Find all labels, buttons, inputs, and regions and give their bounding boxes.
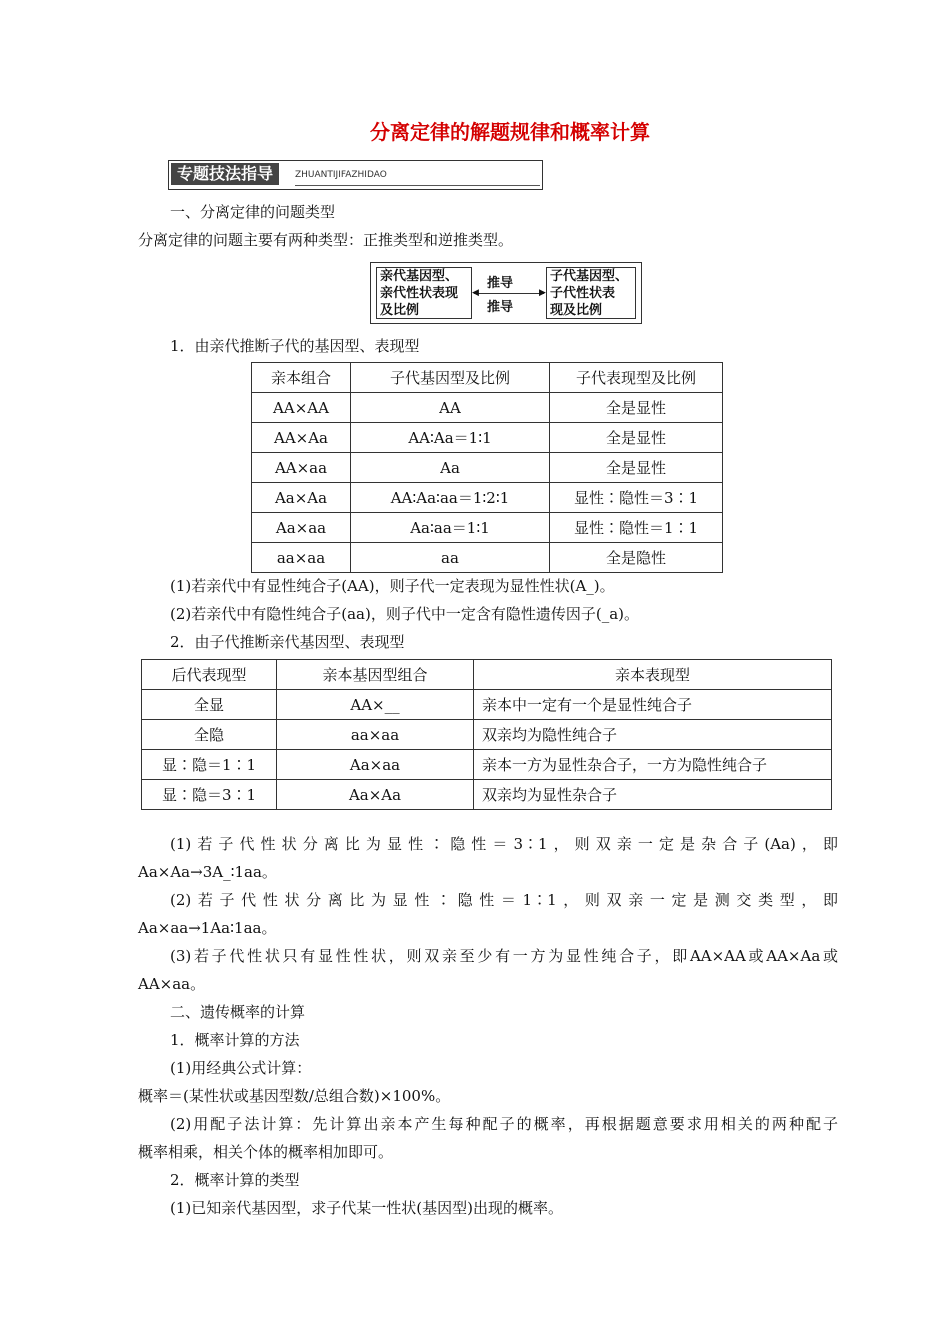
- table-cell: 显∶隐＝3∶1: [142, 780, 277, 810]
- table-cell: 全隐: [142, 720, 277, 750]
- paragraph-2-line-2: Aa×aa→1Aa∶1aa。: [138, 919, 277, 937]
- table-row: [252, 513, 723, 543]
- table-header: 子代表现型及比例: [550, 363, 723, 393]
- table-cell: Aa×Aa: [277, 780, 474, 810]
- parent-box: [376, 267, 472, 319]
- parent-box-line: 及比例: [380, 303, 420, 318]
- table-cell: AA×Aa: [252, 423, 351, 453]
- table-row: [252, 453, 723, 483]
- table-cell: aa×aa: [277, 720, 474, 750]
- table-header: 亲本表现型: [474, 660, 832, 690]
- parent-to-offspring-table: [251, 362, 723, 573]
- table-header-row: [252, 363, 723, 393]
- table-cell: 双亲均为显性杂合子: [474, 780, 832, 810]
- table-cell: 双亲均为隐性纯合子: [474, 720, 832, 750]
- paragraph-1-line-2: Aa×Aa→3A_∶1aa。: [138, 863, 277, 881]
- forward-label: 推导: [487, 276, 514, 291]
- table-cell: AA×__: [277, 690, 474, 720]
- offspring-box-line: 子代性状表: [550, 286, 616, 301]
- table-header: 子代基因型及比例: [351, 363, 550, 393]
- section-intro: 分离定律的问题主要有两种类型：正推类型和逆推类型。: [138, 231, 514, 249]
- table-row: [252, 483, 723, 513]
- table-cell: 全是显性: [550, 423, 723, 453]
- note-2: (2)若亲代中有隐性纯合子(aa)，则子代中一定含有隐性遗传因子(_a)。: [170, 605, 639, 623]
- table-cell: 全是显性: [550, 453, 723, 483]
- arrow-right-icon: ▶: [539, 288, 546, 298]
- table-cell: AA×AA: [252, 393, 351, 423]
- table-cell: AA∶Aa＝1∶1: [351, 423, 550, 453]
- reverse-label: 推导: [487, 300, 514, 315]
- type-1: (1)已知亲代基因型，求子代某一性状(基因型)出现的概率。: [170, 1199, 563, 1217]
- table-cell: 亲本中一定有一个是显性纯合子: [474, 690, 832, 720]
- section-banner: [168, 160, 543, 190]
- paragraph-1-line-1: (1)若子代性状分离比为显性∶隐性＝3∶1，则双亲一定是杂合子(Aa)，即: [170, 835, 838, 853]
- table-cell: 显∶隐＝1∶1: [142, 750, 277, 780]
- table-cell: AA: [351, 393, 550, 423]
- derivation-diagram: [370, 262, 642, 324]
- table-row: [252, 393, 723, 423]
- method-2-line-1: (2)用配子法计算：先计算出亲本产生每种配子的概率，再根据题意要求用相关的两种配子: [170, 1115, 838, 1133]
- table-cell: aa×aa: [252, 543, 351, 573]
- table-row: [252, 423, 723, 453]
- subheading-2: 2．由子代推断亲代基因型、表现型: [170, 633, 405, 651]
- table-cell: Aa: [351, 453, 550, 483]
- offspring-to-parent-table: [141, 659, 832, 810]
- table-cell: 全显: [142, 690, 277, 720]
- formula: 概率＝(某性状或基因型数/总组合数)×100%。: [138, 1087, 451, 1105]
- table-cell: 全是隐性: [550, 543, 723, 573]
- paragraph-3-line-2: AA×aa。: [138, 975, 206, 993]
- table-header: 后代表现型: [142, 660, 277, 690]
- table-cell: 显性∶隐性＝3∶1: [550, 483, 723, 513]
- method-2-line-2: 概率相乘，相关个体的概率相加即可。: [138, 1143, 394, 1161]
- section-heading-1: 一、分离定律的问题类型: [170, 203, 336, 221]
- page-title: 分离定律的解题规律和概率计算: [370, 120, 650, 144]
- method-1: (1)用经典公式计算：: [170, 1059, 312, 1077]
- offspring-box-line: 子代基因型、: [550, 269, 629, 284]
- subheading-4: 2．概率计算的类型: [170, 1171, 300, 1189]
- paragraph-3-line-1: (3)若子代性状只有显性性状，则双亲至少有一方为显性纯合子，即AA×AA或AA×Aa或: [170, 947, 838, 965]
- table-header-row: [142, 660, 832, 690]
- table-cell: AA∶Aa∶aa＝1∶2∶1: [351, 483, 550, 513]
- subheading-1: 1．由亲代推断子代的基因型、表现型: [170, 337, 420, 355]
- offspring-box: [546, 267, 636, 319]
- table-cell: Aa×Aa: [252, 483, 351, 513]
- table-row: [142, 780, 832, 810]
- table-row: [142, 720, 832, 750]
- parent-box-line: 亲代性状表现: [380, 286, 459, 301]
- table-cell: 显性∶隐性＝1∶1: [550, 513, 723, 543]
- banner-underline: [295, 185, 540, 186]
- table-cell: 亲本一方为显性杂合子，一方为隐性纯合子: [474, 750, 832, 780]
- section-heading-2: 二、遗传概率的计算: [170, 1003, 306, 1021]
- table-header: 亲本组合: [252, 363, 351, 393]
- double-arrow: [474, 293, 544, 294]
- parent-box-line: 亲代基因型、: [380, 269, 459, 284]
- arrow-left-icon: ◀: [472, 288, 479, 298]
- table-cell: Aa×aa: [252, 513, 351, 543]
- table-cell: 全是显性: [550, 393, 723, 423]
- table-row: [142, 750, 832, 780]
- table-row: [142, 690, 832, 720]
- offspring-box-line: 现及比例: [550, 303, 603, 318]
- table-row: [252, 543, 723, 573]
- table-cell: Aa×aa: [277, 750, 474, 780]
- table-cell: aa: [351, 543, 550, 573]
- banner-pinyin: ZHUANTIJIFAZHIDAO: [295, 170, 387, 180]
- paragraph-2-line-1: (2)若子代性状分离比为显性∶隐性＝1∶1，则双亲一定是测交类型，即: [170, 891, 838, 909]
- banner-tag: 专题技法指导: [171, 163, 279, 185]
- table-cell: AA×aa: [252, 453, 351, 483]
- table-header: 亲本基因型组合: [277, 660, 474, 690]
- note-1: (1)若亲代中有显性纯合子(AA)，则子代一定表现为显性性状(A_)。: [170, 577, 615, 595]
- subheading-3: 1．概率计算的方法: [170, 1031, 300, 1049]
- table-cell: Aa∶aa＝1∶1: [351, 513, 550, 543]
